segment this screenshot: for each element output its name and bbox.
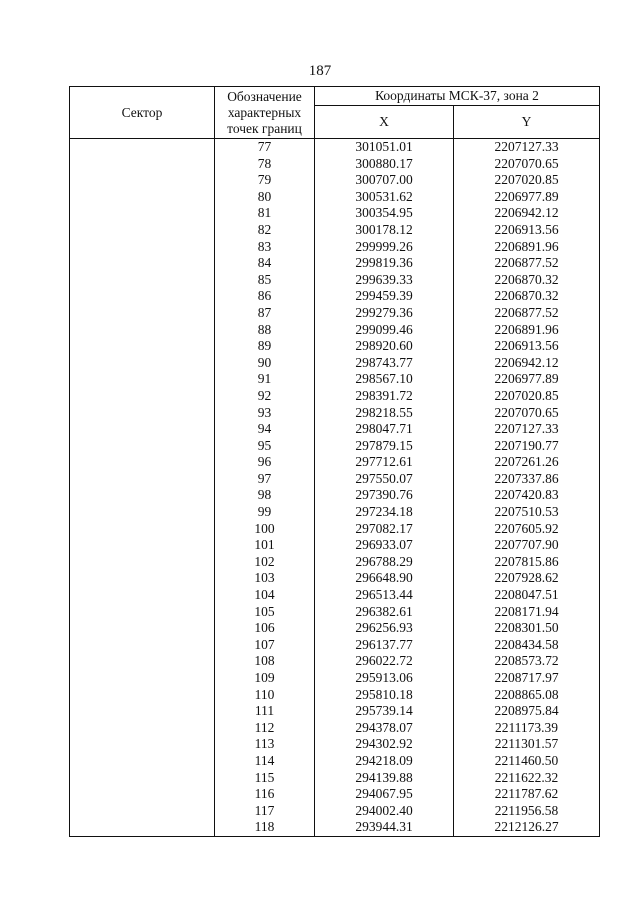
y-coordinate-cell: 2211301.57 [454, 736, 600, 753]
point-cell: 79 [215, 172, 315, 189]
point-cell: 110 [215, 687, 315, 704]
y-coordinate-cell: 2208047.51 [454, 587, 600, 604]
x-coordinate-cell: 294378.07 [315, 720, 454, 737]
point-cell: 82 [215, 222, 315, 239]
y-coordinate-cell: 2206870.32 [454, 288, 600, 305]
y-coordinate-cell: 2207020.85 [454, 388, 600, 405]
y-coordinate-cell: 2211173.39 [454, 720, 600, 737]
y-coordinate-cell: 2208717.97 [454, 670, 600, 687]
y-coordinate-cell: 2206913.56 [454, 338, 600, 355]
y-coordinate-cell: 2206870.32 [454, 272, 600, 289]
y-coordinate-cell: 2207020.85 [454, 172, 600, 189]
point-cell: 81 [215, 205, 315, 222]
point-cell: 92 [215, 388, 315, 405]
y-coordinate-cell: 2207815.86 [454, 554, 600, 571]
y-coordinate-cell: 2211622.32 [454, 770, 600, 787]
point-cell: 87 [215, 305, 315, 322]
x-coordinate-cell: 295739.14 [315, 703, 454, 720]
point-cell: 85 [215, 272, 315, 289]
y-coordinate-cell: 2206877.52 [454, 255, 600, 272]
x-coordinate-cell: 296137.77 [315, 637, 454, 654]
x-coordinate-cell: 294002.40 [315, 803, 454, 820]
point-cell: 88 [215, 322, 315, 339]
x-coordinate-cell: 297550.07 [315, 471, 454, 488]
x-coordinate-cell: 298920.60 [315, 338, 454, 355]
y-coordinate-cell: 2207070.65 [454, 156, 600, 173]
coordinates-table [69, 86, 600, 837]
page-number: 187 [308, 63, 332, 79]
table-body [70, 139, 600, 837]
x-coordinate-cell: 300707.00 [315, 172, 454, 189]
x-coordinate-cell: 301051.01 [315, 139, 454, 156]
x-coordinate-cell: 296022.72 [315, 653, 454, 670]
y-coordinate-cell: 2208171.94 [454, 604, 600, 621]
point-cell: 105 [215, 604, 315, 621]
x-coordinate-cell: 296256.93 [315, 620, 454, 637]
point-cell: 102 [215, 554, 315, 571]
header-y: Y [454, 106, 600, 139]
x-coordinate-cell: 296382.61 [315, 604, 454, 621]
point-cell: 97 [215, 471, 315, 488]
y-coordinate-cell: 2208865.08 [454, 687, 600, 704]
y-coordinate-cell: 2206891.96 [454, 322, 600, 339]
point-cell: 109 [215, 670, 315, 687]
point-cell: 114 [215, 753, 315, 770]
y-coordinate-cell: 2207510.53 [454, 504, 600, 521]
header-coordinates-group: Координаты МСК-37, зона 2 [315, 87, 600, 106]
y-coordinate-cell: 2207190.77 [454, 438, 600, 455]
x-coordinate-cell: 297390.76 [315, 487, 454, 504]
point-cell: 115 [215, 770, 315, 787]
point-cell: 101 [215, 537, 315, 554]
point-cell: 113 [215, 736, 315, 753]
x-coordinate-cell: 300880.17 [315, 156, 454, 173]
point-cell: 78 [215, 156, 315, 173]
point-cell: 83 [215, 239, 315, 256]
x-coordinate-cell: 297082.17 [315, 521, 454, 538]
header-sector: Сектор [70, 87, 215, 139]
point-cell: 103 [215, 570, 315, 587]
x-coordinate-cell: 298567.10 [315, 371, 454, 388]
header-point-designation: Обозначение характерных точек границ [215, 87, 315, 139]
x-coordinate-cell: 296648.90 [315, 570, 454, 587]
point-cell: 93 [215, 405, 315, 422]
x-coordinate-cell: 297712.61 [315, 454, 454, 471]
y-coordinate-cell: 2208573.72 [454, 653, 600, 670]
point-cell: 108 [215, 653, 315, 670]
x-coordinate-cell: 299279.36 [315, 305, 454, 322]
y-coordinate-cell: 2211956.58 [454, 803, 600, 820]
x-coordinate-cell: 296513.44 [315, 587, 454, 604]
header-x: X [315, 106, 454, 139]
x-coordinate-cell: 296933.07 [315, 537, 454, 554]
y-coordinate-cell: 2208301.50 [454, 620, 600, 637]
x-coordinate-cell: 295810.18 [315, 687, 454, 704]
point-cell: 111 [215, 703, 315, 720]
x-coordinate-cell: 299819.36 [315, 255, 454, 272]
y-coordinate-cell: 2206942.12 [454, 355, 600, 372]
y-coordinate-cell: 2207127.33 [454, 421, 600, 438]
point-cell: 100 [215, 521, 315, 538]
y-coordinate-cell: 2207127.33 [454, 139, 600, 156]
x-coordinate-cell: 299999.26 [315, 239, 454, 256]
y-coordinate-cell: 2207337.86 [454, 471, 600, 488]
x-coordinate-cell: 294302.92 [315, 736, 454, 753]
point-cell: 96 [215, 454, 315, 471]
point-cell: 91 [215, 371, 315, 388]
x-coordinate-cell: 298391.72 [315, 388, 454, 405]
point-cell: 106 [215, 620, 315, 637]
point-cell: 99 [215, 504, 315, 521]
y-coordinate-cell: 2208434.58 [454, 637, 600, 654]
y-coordinate-cell: 2207070.65 [454, 405, 600, 422]
x-coordinate-cell: 294139.88 [315, 770, 454, 787]
x-coordinate-cell: 300178.12 [315, 222, 454, 239]
point-cell: 89 [215, 338, 315, 355]
y-coordinate-cell: 2207261.26 [454, 454, 600, 471]
x-coordinate-cell: 299459.39 [315, 288, 454, 305]
x-coordinate-cell: 297879.15 [315, 438, 454, 455]
x-coordinate-cell: 299639.33 [315, 272, 454, 289]
x-coordinate-cell: 297234.18 [315, 504, 454, 521]
x-coordinate-cell: 295913.06 [315, 670, 454, 687]
x-coordinate-cell: 294218.09 [315, 753, 454, 770]
x-coordinate-cell: 298743.77 [315, 355, 454, 372]
y-coordinate-cell: 2212126.27 [454, 819, 600, 836]
y-coordinate-cell: 2208975.84 [454, 703, 600, 720]
y-coordinate-cell: 2211460.50 [454, 753, 600, 770]
x-coordinate-cell: 300531.62 [315, 189, 454, 206]
x-coordinate-cell: 300354.95 [315, 205, 454, 222]
point-cell: 84 [215, 255, 315, 272]
y-coordinate-cell: 2206977.89 [454, 189, 600, 206]
x-coordinate-cell: 298047.71 [315, 421, 454, 438]
y-coordinate-cell: 2206942.12 [454, 205, 600, 222]
table-header [70, 87, 600, 139]
x-coordinate-cell: 299099.46 [315, 322, 454, 339]
point-cell: 77 [215, 139, 315, 156]
point-cell: 90 [215, 355, 315, 372]
point-cell: 86 [215, 288, 315, 305]
x-coordinate-cell: 298218.55 [315, 405, 454, 422]
point-cell: 95 [215, 438, 315, 455]
point-cell: 98 [215, 487, 315, 504]
y-coordinate-cell: 2206977.89 [454, 371, 600, 388]
y-coordinate-cell: 2211787.62 [454, 786, 600, 803]
x-coordinate-cell: 296788.29 [315, 554, 454, 571]
point-cell: 94 [215, 421, 315, 438]
point-cell: 117 [215, 803, 315, 820]
x-coordinate-cell: 294067.95 [315, 786, 454, 803]
y-coordinate-cell: 2207928.62 [454, 570, 600, 587]
point-cell: 112 [215, 720, 315, 737]
y-coordinate-cell: 2206877.52 [454, 305, 600, 322]
sector-cell [70, 139, 215, 837]
y-coordinate-cell: 2207420.83 [454, 487, 600, 504]
table-row [70, 139, 600, 156]
y-coordinate-cell: 2207605.92 [454, 521, 600, 538]
y-coordinate-cell: 2207707.90 [454, 537, 600, 554]
point-cell: 116 [215, 786, 315, 803]
y-coordinate-cell: 2206891.96 [454, 239, 600, 256]
point-cell: 107 [215, 637, 315, 654]
y-coordinate-cell: 2206913.56 [454, 222, 600, 239]
point-cell: 80 [215, 189, 315, 206]
point-cell: 104 [215, 587, 315, 604]
point-cell: 118 [215, 819, 315, 836]
x-coordinate-cell: 293944.31 [315, 819, 454, 836]
